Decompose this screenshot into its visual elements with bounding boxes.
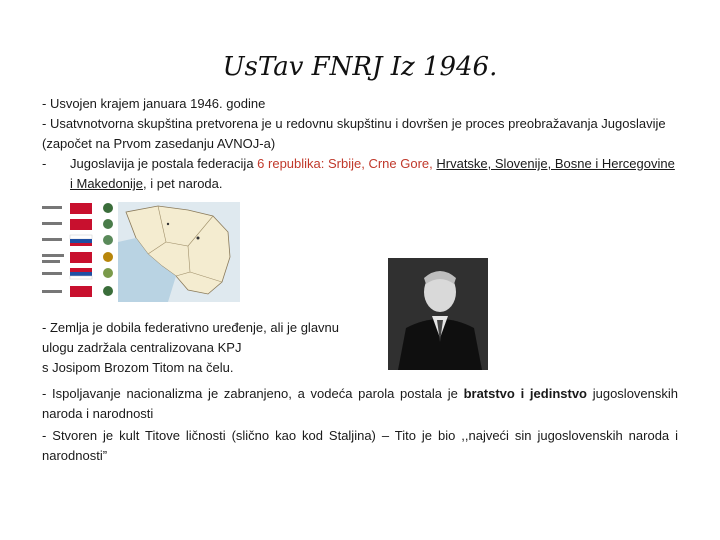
line-assembly: - Usatvnotvorna skupština pretvorena je u redovnu skupštinu i dovršen je proces preobražavanja Jugoslavije (započet na Prvom zasedanju AVNOJ-a) — [42, 116, 666, 151]
federation-text — [70, 154, 678, 194]
line-kpj: ulogu zadržala centralizovana KPJ — [42, 340, 242, 355]
tito-portrait-photo — [388, 258, 488, 370]
yugoslavia-map-image — [118, 202, 240, 302]
republic-flags-image — [40, 202, 118, 302]
brotherhood-unity-text: bratstvo i jedinstvo — [463, 386, 587, 401]
tito-cult-text: - Stvoren je kult Titove ličnosti (slično kao kod Staljina) – Tito je bio ,,najveći sin jugoslovenskih naroda i narodnosti” — [42, 428, 678, 463]
line-tito: s Josipom Brozom Titom na čelu. — [42, 360, 234, 375]
intro-text — [42, 94, 678, 194]
nationalism-text-a: - Ispoljavanje nacionalizma je zabranjeno, a vodeća parola postala je — [42, 386, 464, 401]
federation-text-d: , i pet naroda. — [143, 176, 223, 191]
line-federal: - Zemlja je dobila federativno uređenje, ali je glavnu — [42, 320, 340, 335]
federation-text-a: Jugoslavija je postala federacija — [70, 156, 258, 171]
federal-structure-text — [42, 318, 382, 378]
bullet-dash: - — [42, 156, 47, 171]
federation-bullet — [42, 154, 678, 194]
slide-title: UsTav FNRJ Iz 1946. — [222, 52, 498, 82]
line-adopted: - Usvojen krajem januara 1946. godine — [42, 96, 266, 111]
nationalism-text-c: jugoslovenskih naroda i narodnosti — [42, 386, 679, 421]
federation-text-c: Hrvatske, Slovenije, Bosne i Hercegovine i Makedonije — [70, 156, 675, 191]
nationalism-text — [42, 384, 678, 424]
federation-text-b: 6 republika: Srbije, Crne Gore, — [257, 156, 437, 171]
